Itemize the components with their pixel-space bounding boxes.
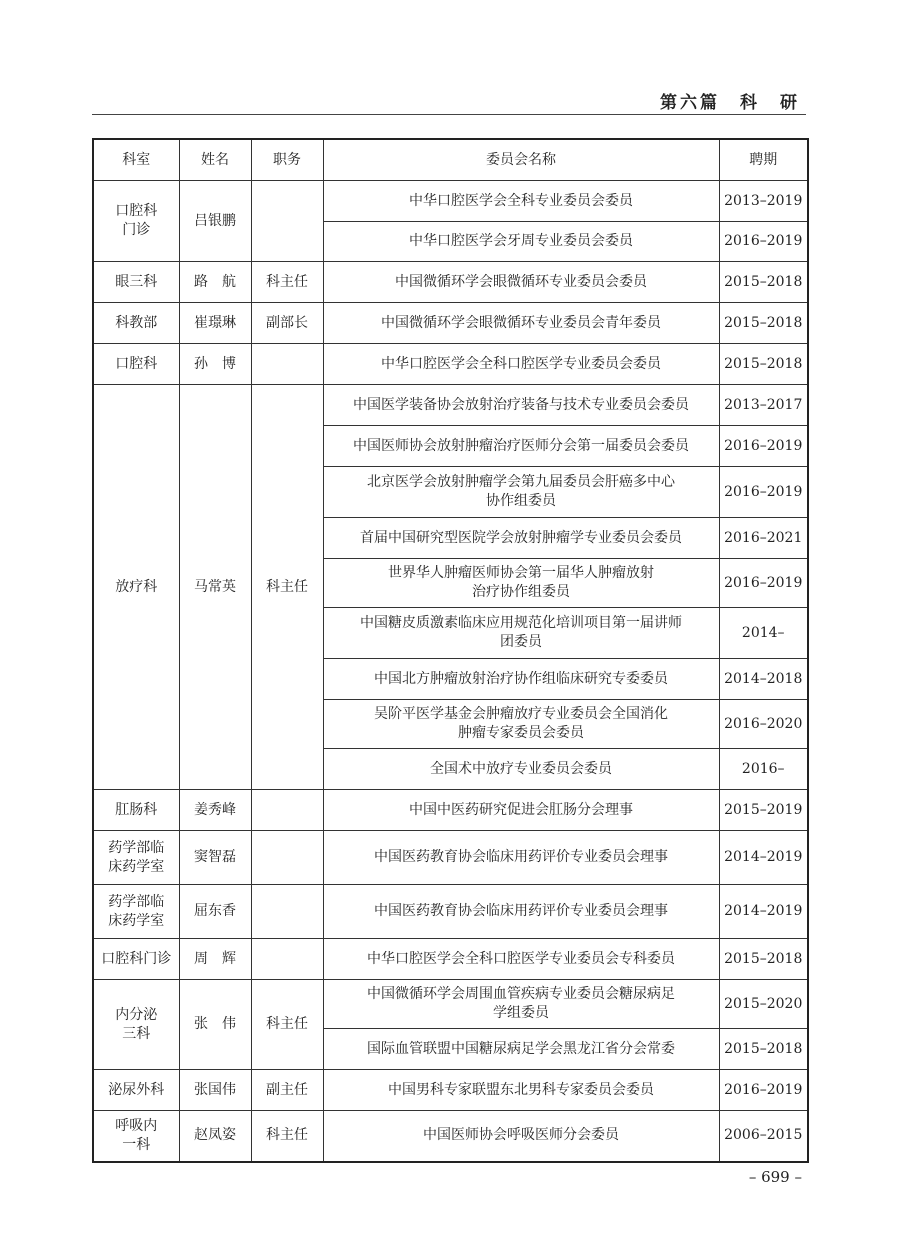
table-body — [93, 181, 808, 1162]
table-row — [93, 385, 808, 426]
term-cell: 2016–2019 — [719, 559, 808, 608]
committee-cell: 吴阶平医学基金会肿瘤放疗专业委员会全国消化 肿瘤专家委员会委员 — [323, 700, 719, 749]
committee-cell: 中国糖皮质激素临床应用规范化培训项目第一届讲师 团委员 — [323, 608, 719, 659]
role-cell: 副部长 — [251, 303, 323, 344]
term-cell: 2014– — [719, 608, 808, 659]
table-row — [93, 939, 808, 980]
name-cell: 窦智磊 — [179, 831, 251, 885]
table-row — [93, 344, 808, 385]
committee-cell: 北京医学会放射肿瘤学会第九届委员会肝癌多中心 协作组委员 — [323, 467, 719, 518]
term-cell: 2016–2019 — [719, 426, 808, 467]
dept-cell: 眼三科 — [93, 262, 179, 303]
committee-cell: 国际血管联盟中国糖尿病足学会黑龙江省分会常委 — [323, 1029, 719, 1070]
term-cell: 2015–2018 — [719, 1029, 808, 1070]
committee-cell: 中国医学装备协会放射治疗装备与技术专业委员会委员 — [323, 385, 719, 426]
term-cell: 2016–2019 — [719, 222, 808, 262]
table-row — [93, 885, 808, 939]
name-cell: 周 辉 — [179, 939, 251, 980]
dept-cell: 科教部 — [93, 303, 179, 344]
dept-cell: 呼吸内 一科 — [93, 1111, 179, 1162]
role-cell: 副主任 — [251, 1070, 323, 1111]
table-row — [93, 790, 808, 831]
committee-cell: 中国微循环学会眼微循环专业委员会青年委员 — [323, 303, 719, 344]
section-title: 第六篇 科 研 — [660, 93, 800, 113]
name-cell: 张 伟 — [179, 980, 251, 1070]
role-cell: 科主任 — [251, 980, 323, 1070]
name-cell: 崔璟琳 — [179, 303, 251, 344]
committee-cell: 全国术中放疗专业委员会委员 — [323, 749, 719, 790]
committee-cell: 中华口腔医学会全科专业委员会委员 — [323, 181, 719, 222]
role-cell — [251, 939, 323, 980]
header-term: 聘期 — [719, 139, 808, 181]
header-dept: 科室 — [93, 139, 179, 181]
header-name: 姓名 — [179, 139, 251, 181]
committee-cell: 中国微循环学会周围血管疾病专业委员会糖尿病足 学组委员 — [323, 980, 719, 1029]
committee-cell: 中国医药教育协会临床用药评价专业委员会理事 — [323, 831, 719, 885]
dept-cell: 肛肠科 — [93, 790, 179, 831]
dept-cell: 泌尿外科 — [93, 1070, 179, 1111]
dept-cell: 放疗科 — [93, 385, 179, 790]
term-cell: 2015–2018 — [719, 303, 808, 344]
committee-cell: 世界华人肿瘤医师协会第一届华人肿瘤放射 治疗协作组委员 — [323, 559, 719, 608]
committee-table — [92, 138, 809, 1163]
page-number: – 699 – — [748, 1168, 802, 1186]
table-row — [93, 1111, 808, 1162]
committee-cell: 首届中国研究型医院学会放射肿瘤学专业委员会委员 — [323, 518, 719, 559]
committee-cell: 中国医师协会放射肿瘤治疗医师分会第一届委员会委员 — [323, 426, 719, 467]
role-cell: 科主任 — [251, 385, 323, 790]
term-cell: 2014–2019 — [719, 831, 808, 885]
term-cell: 2015–2019 — [719, 790, 808, 831]
name-cell: 赵凤姿 — [179, 1111, 251, 1162]
dept-cell: 口腔科 — [93, 344, 179, 385]
term-cell: 2016– — [719, 749, 808, 790]
term-cell: 2015–2018 — [719, 939, 808, 980]
term-cell: 2016–2021 — [719, 518, 808, 559]
term-cell: 2006–2015 — [719, 1111, 808, 1162]
name-cell: 张国伟 — [179, 1070, 251, 1111]
table-row — [93, 181, 808, 222]
role-cell — [251, 885, 323, 939]
role-cell — [251, 344, 323, 385]
term-cell: 2013–2017 — [719, 385, 808, 426]
term-cell: 2016–2019 — [719, 1070, 808, 1111]
table-row — [93, 262, 808, 303]
name-cell: 路 航 — [179, 262, 251, 303]
role-cell — [251, 181, 323, 262]
name-cell: 屈东香 — [179, 885, 251, 939]
committee-cell: 中国中医药研究促进会肛肠分会理事 — [323, 790, 719, 831]
header-role: 职务 — [251, 139, 323, 181]
role-cell — [251, 790, 323, 831]
role-cell — [251, 831, 323, 885]
term-cell: 2014–2019 — [719, 885, 808, 939]
dept-cell: 口腔科门诊 — [93, 939, 179, 980]
term-cell: 2015–2018 — [719, 262, 808, 303]
committee-cell: 中国男科专家联盟东北男科专家委员会委员 — [323, 1070, 719, 1111]
committee-cell: 中国医药教育协会临床用药评价专业委员会理事 — [323, 885, 719, 939]
term-cell: 2016–2019 — [719, 467, 808, 518]
committee-cell: 中华口腔医学会全科口腔医学专业委员会委员 — [323, 344, 719, 385]
role-cell: 科主任 — [251, 1111, 323, 1162]
committee-cell: 中国医师协会呼吸医师分会委员 — [323, 1111, 719, 1162]
term-cell: 2013–2019 — [719, 181, 808, 222]
dept-cell: 药学部临 床药学室 — [93, 831, 179, 885]
term-cell: 2014–2018 — [719, 659, 808, 700]
name-cell: 吕银鹏 — [179, 181, 251, 262]
header-committee: 委员会名称 — [323, 139, 719, 181]
header-row — [93, 139, 808, 181]
name-cell: 姜秀峰 — [179, 790, 251, 831]
term-cell: 2015–2020 — [719, 980, 808, 1029]
term-cell: 2015–2018 — [719, 344, 808, 385]
dept-cell: 药学部临 床药学室 — [93, 885, 179, 939]
table-row — [93, 980, 808, 1029]
committee-cell: 中华口腔医学会全科口腔医学专业委员会专科委员 — [323, 939, 719, 980]
table-row — [93, 1070, 808, 1111]
role-cell: 科主任 — [251, 262, 323, 303]
dept-cell: 口腔科 门诊 — [93, 181, 179, 262]
committee-cell: 中国微循环学会眼微循环专业委员会委员 — [323, 262, 719, 303]
committee-cell: 中国北方肿瘤放射治疗协作组临床研究专委委员 — [323, 659, 719, 700]
table-row — [93, 303, 808, 344]
committee-cell: 中华口腔医学会牙周专业委员会委员 — [323, 222, 719, 262]
table-row — [93, 831, 808, 885]
running-header — [92, 88, 806, 115]
name-cell: 马常英 — [179, 385, 251, 790]
dept-cell: 内分泌 三科 — [93, 980, 179, 1070]
name-cell: 孙 博 — [179, 344, 251, 385]
term-cell: 2016–2020 — [719, 700, 808, 749]
